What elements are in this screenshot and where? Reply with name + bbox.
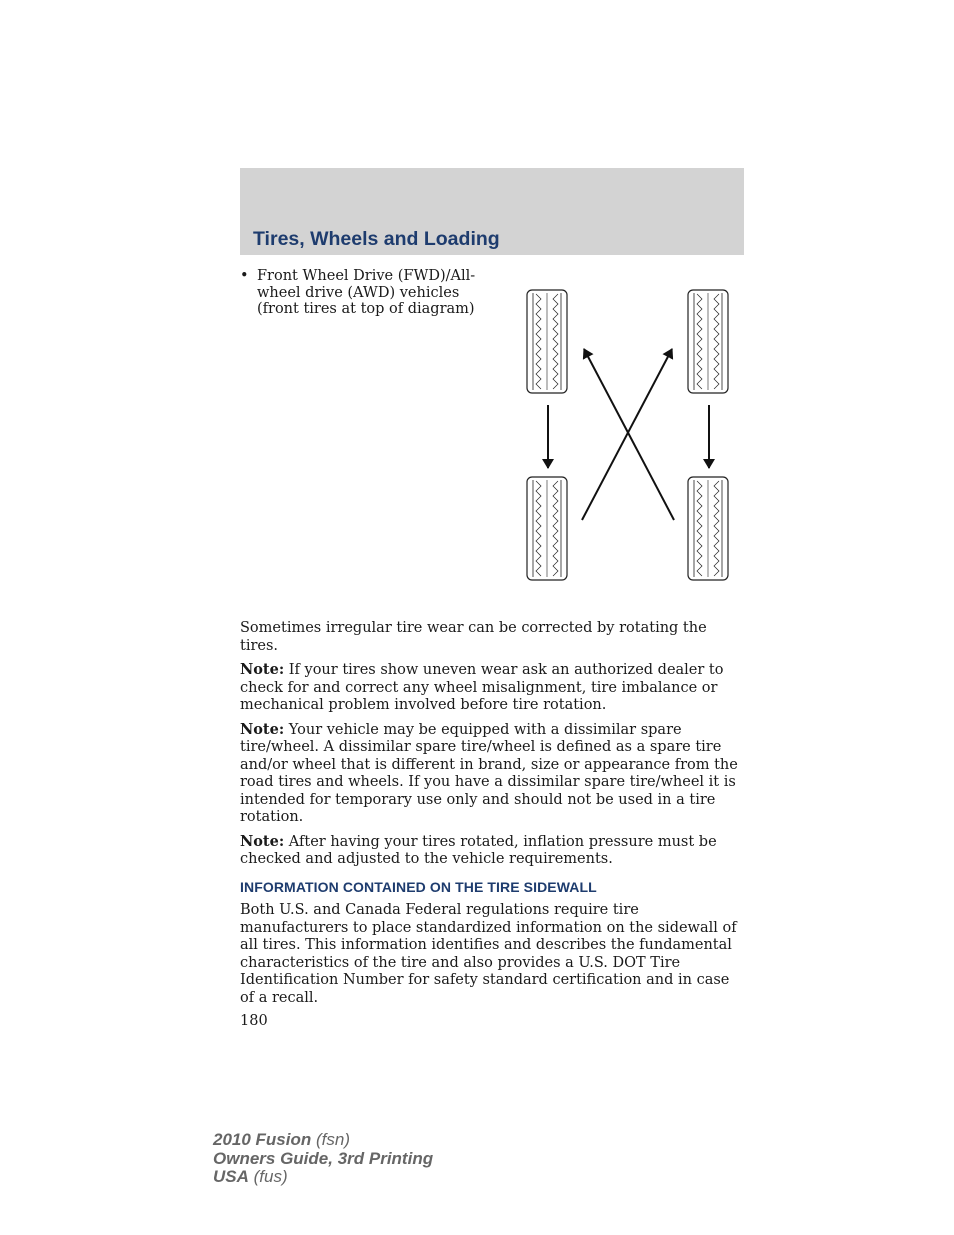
intro-paragraph: Sometimes irregular tire wear can be corrected by rotating the tires. xyxy=(240,620,707,654)
tire-rotation-diagram xyxy=(520,285,735,585)
footer-market-code: (fus) xyxy=(248,1167,288,1186)
bullet-symbol: • xyxy=(240,268,249,284)
note-text-3: After having your tires rotated, inflation pressure must be checked and adjusted to the vehicle requirements. xyxy=(240,833,717,867)
note-label: Note: xyxy=(240,832,285,850)
page-number: 180 xyxy=(240,1013,268,1029)
note-paragraph-1 xyxy=(240,661,746,715)
front-left-tire-icon xyxy=(527,290,567,393)
note-paragraph-3 xyxy=(240,833,746,869)
rear-left-tire-icon xyxy=(527,477,567,580)
rear-right-to-front-left-arrow-icon xyxy=(584,349,674,520)
footer-market: USA xyxy=(213,1167,249,1186)
section-paragraph: Both U.S. and Canada Federal regulations require tire manufacturers to place standardized information on the sidewall of all tires. This information identifies and describes the fundamental characteristics of the tire and also provides a U.S. DOT Tire Identification Number for safety standard certification and in case of a recall. xyxy=(240,902,737,1006)
note-text-2: Your vehicle may be equipped with a dissimilar spare tire/wheel. A dissimilar spare tire/wheel is defined as a spare tire and/or wheel that is different in brand, size or appearance from the road tires and wheels. If you have a dissimilar spare tire/wheel it is intended for temporary use only and should not be used in a tire rotation. xyxy=(240,721,738,825)
section-header-band xyxy=(240,168,744,255)
footer-model: 2010 Fusion xyxy=(213,1130,312,1149)
note-text-1: If your tires show uneven wear ask an authorized dealer to check for and correct any wheel misalignment, tire imbalance or mechanical problem involved before tire rotation. xyxy=(240,662,724,713)
note-label: Note: xyxy=(240,661,285,678)
footer xyxy=(213,1131,433,1187)
footer-model-code: (fsn) xyxy=(311,1130,350,1149)
note-paragraph-2 xyxy=(240,721,746,827)
bullet-text: Front Wheel Drive (FWD)/All-wheel drive (AWD) vehicles (front tires at top of diagram) xyxy=(257,268,476,317)
footer-guide: Owners Guide, 3rd Printing xyxy=(213,1148,434,1168)
footer-line-1 xyxy=(213,1131,433,1150)
section-heading: INFORMATION CONTAINED ON THE TIRE SIDEWALL xyxy=(240,878,597,895)
note-label: Note: xyxy=(240,720,285,738)
rear-left-to-front-right-arrow-icon xyxy=(582,349,672,520)
rear-right-tire-icon xyxy=(688,477,728,580)
front-right-tire-icon xyxy=(688,290,728,393)
section-title: Tires, Wheels and Loading xyxy=(253,228,500,250)
footer-line-3 xyxy=(213,1168,433,1187)
body-content xyxy=(240,620,746,1031)
bullet-item xyxy=(240,268,480,318)
